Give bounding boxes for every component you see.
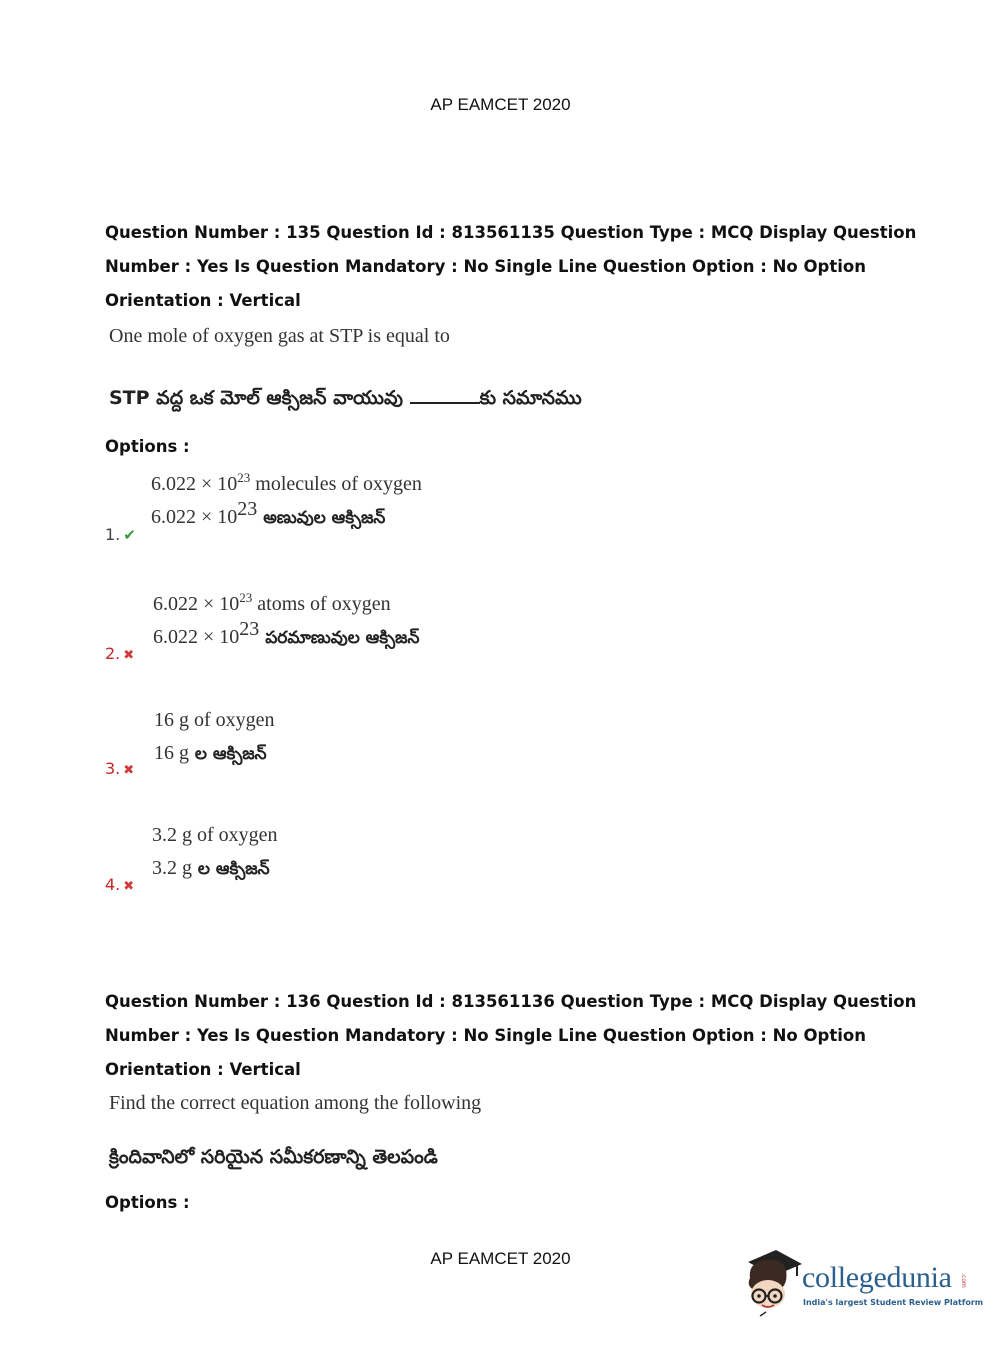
option-number-text: 16 g xyxy=(154,742,189,764)
option-text: పరమాణువుల ఆక్సిజన్ xyxy=(259,628,420,648)
page-footer: AP EAMCET 2020 xyxy=(430,1249,571,1268)
meta-line: Number : Yes Is Question Mandatory : No Single Line Question Option : No Option xyxy=(105,257,866,276)
mascot-icon xyxy=(742,1248,804,1320)
exponent: 23 xyxy=(239,618,260,640)
meta-line: Orientation : Vertical xyxy=(105,1060,301,1079)
meta-line: Number : Yes Is Question Mandatory : No Single Line Question Option : No Option xyxy=(105,1026,866,1045)
option-number-text: 6.022 × 10 xyxy=(151,473,238,495)
option-number-text: 3.2 g xyxy=(152,857,192,879)
cross-icon: ✖ xyxy=(123,763,135,778)
telugu-text-part: కు సమానము xyxy=(479,387,582,409)
question-136-text-telugu: క్రిందివానిలో సరియైన సమీకరణాన్ని తెలపండి xyxy=(109,1146,438,1168)
option-text: ల ఆక్సిజన్ xyxy=(192,859,270,879)
question-135-meta xyxy=(105,216,917,318)
exponent: 23 xyxy=(239,590,253,605)
option-number-text: 6.022 × 10 xyxy=(153,593,240,615)
page-header: AP EAMCET 2020 xyxy=(430,95,571,114)
option-3-english: 16 g of oxygen xyxy=(154,709,275,731)
exponent: 23 xyxy=(237,498,258,520)
option-2-telugu xyxy=(153,618,420,652)
check-icon: ✔ xyxy=(123,526,136,544)
question-135-text-telugu xyxy=(109,387,582,414)
option-number-text: 6.022 × 10 xyxy=(153,626,240,648)
option-4-label xyxy=(105,875,134,894)
cross-icon: ✖ xyxy=(123,648,135,663)
option-4-telugu xyxy=(152,857,270,883)
cross-icon: ✖ xyxy=(123,879,135,894)
option-4-english: 3.2 g of oxygen xyxy=(152,824,278,846)
meta-line: Question Number : 136 Question Id : 813561136 Question Type : MCQ Display Question xyxy=(105,992,917,1011)
telugu-text-part: STP వద్ద ఒక మోల్ ఆక్సిజన్ వాయువు xyxy=(109,387,403,409)
option-text: atoms of oxygen xyxy=(252,593,391,615)
option-text: ల ఆక్సిజన్ xyxy=(189,744,267,764)
option-3-telugu xyxy=(154,742,267,768)
option-text: molecules of oxygen xyxy=(250,473,422,495)
option-1-label xyxy=(105,525,136,544)
question-136-meta xyxy=(105,985,917,1087)
option-2-label xyxy=(105,644,134,663)
question-136-text-english: Find the correct equation among the following xyxy=(109,1092,482,1114)
options-label: Options : xyxy=(105,1193,190,1212)
logo-name: collegedunia xyxy=(802,1261,952,1294)
logo-tagline: India's largest Student Review Platform xyxy=(803,1298,984,1307)
question-135-text-english: One mole of oxygen gas at STP is equal to xyxy=(109,325,450,347)
meta-line: Orientation : Vertical xyxy=(105,291,301,310)
option-number-text: 6.022 × 10 xyxy=(151,506,238,528)
option-number: 4. xyxy=(105,875,121,894)
option-3-label xyxy=(105,759,134,778)
options-label: Options : xyxy=(105,437,190,456)
option-1-english xyxy=(151,470,422,496)
option-text: అణువుల ఆక్సిజన్ xyxy=(257,508,386,528)
option-2-english xyxy=(153,590,391,616)
option-1-telugu xyxy=(151,498,386,532)
exponent: 23 xyxy=(237,470,251,485)
logo-suffix: .com xyxy=(960,1273,967,1288)
option-number: 3. xyxy=(105,759,121,778)
meta-line: Question Number : 135 Question Id : 813561135 Question Type : MCQ Display Question xyxy=(105,223,917,242)
option-number: 1. xyxy=(105,525,121,544)
fill-blank xyxy=(410,388,480,404)
option-number: 2. xyxy=(105,644,121,663)
collegedunia-logo xyxy=(742,1248,984,1320)
